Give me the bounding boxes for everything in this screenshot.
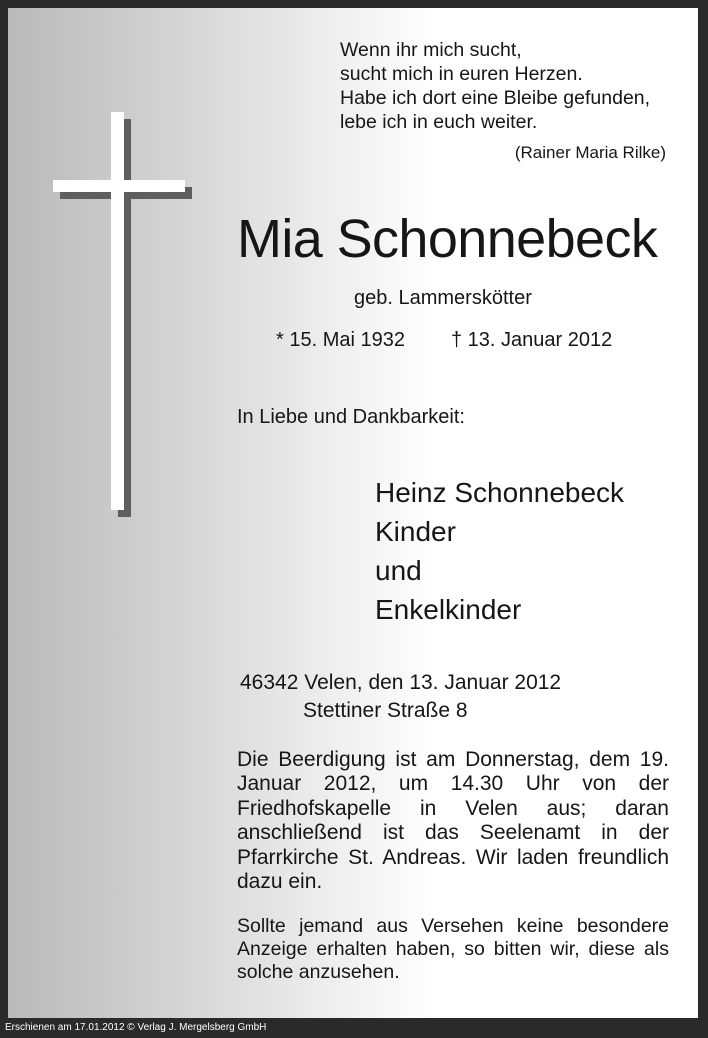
birth-name: geb. Lammerskötter (354, 287, 532, 309)
mourners-list (375, 473, 624, 629)
cross-icon (50, 112, 200, 532)
obituary-notice (8, 8, 698, 1018)
mourner-line: Heinz Schonnebeck (375, 477, 625, 508)
mourner-line: und (375, 555, 422, 586)
death-date: † 13. Januar 2012 (451, 329, 613, 351)
deceased-name: Mia Schonnebeck (237, 209, 658, 269)
mourner-line: Enkelkinder (375, 594, 522, 625)
birth-date: * 15. Mai 1932 (276, 329, 405, 351)
dedication-intro: In Liebe und Dankbarkeit: (237, 406, 465, 428)
rilke-poem: Wenn ihr mich sucht, sucht mich in euren Herzen. Habe ich dort eine Bleibe gefunden, lebe ich in euch weiter. (340, 39, 651, 133)
poem-author: (Rainer Maria Rilke) (514, 143, 666, 162)
cross-vertical-beam (111, 112, 124, 510)
mourner-line: Kinder (375, 516, 456, 547)
street-address: Stettiner Straße 8 (303, 699, 468, 722)
publication-footer: Erschienen am 17.01.2012 © Verlag J. Mergelsberg GmbH (5, 1022, 267, 1033)
funeral-details: Die Beerdigung ist am Donnerstag, dem 19. Januar 2012, um 14.30 Uhr von der Friedhofskapelle in Velen aus; daran anschließend ist das Seelenamt in der Pfarrkirche St. Andreas. Wir laden freundlich dazu ein. (237, 748, 669, 894)
condolence-note: Sollte jemand aus Versehen keine besondere Anzeige erhalten haben, so bitten wir, diese als solche anzusehen. (237, 915, 669, 983)
cross-horizontal-beam (53, 180, 185, 192)
place-and-date: 46342 Velen, den 13. Januar 2012 (240, 671, 562, 694)
